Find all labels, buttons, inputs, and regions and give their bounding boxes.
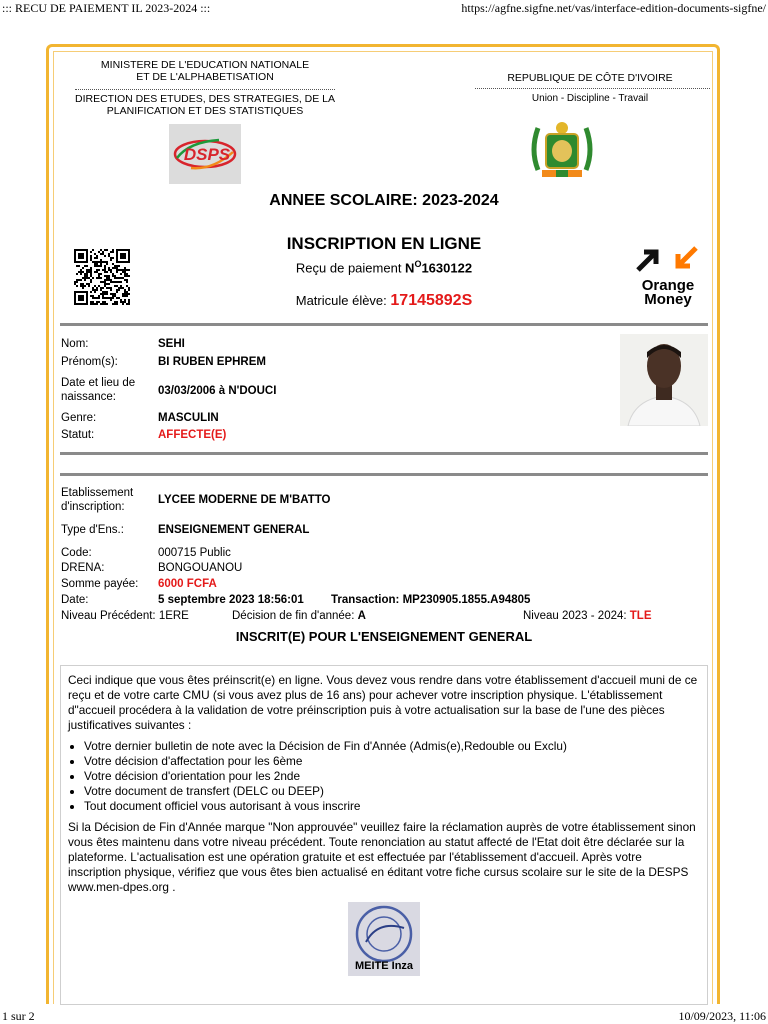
etablissement-label bbox=[61, 486, 133, 514]
etablissement-value: LYCEE MODERNE DE M'BATTO bbox=[158, 494, 331, 506]
ministry-block bbox=[70, 59, 340, 83]
date-label: Date: bbox=[61, 594, 89, 606]
divider bbox=[475, 88, 710, 89]
print-datetime: 10/09/2023, 11:06 bbox=[678, 1009, 766, 1023]
receipt-label: Reçu de paiement bbox=[295, 260, 406, 276]
birth-label-line1: Date et lieu de bbox=[61, 377, 136, 389]
matricule-label: Matricule élève: bbox=[295, 293, 391, 308]
divider bbox=[75, 89, 335, 90]
code-label: Code: bbox=[61, 547, 92, 559]
receipt-no-sup: O bbox=[414, 259, 422, 269]
notice-paragraph-2: Si la Décision de Fin d'Année marque "Non approuvée" veuillez faire la réclamation auprès de votre établissement sinon vous êtes maintenu dans votre niveau précédent. Toute renonciation au statut affecté de l'Etat doit être déclarée sur la plateforme. L'actualisation est une opération gratuite et est effectuée par l'établissement d'accueil. Après votre inscription physique, vérifiez que vous êtes bien actualisé en éditant votre fiche cursus scolaire sur le site de la DESPS www.men-dpes.org . bbox=[68, 820, 696, 894]
statut-value: AFFECTE(E) bbox=[158, 429, 227, 441]
type-value: ENSEIGNEMENT GENERAL bbox=[158, 524, 310, 536]
orange-money-arrows-icon bbox=[632, 244, 704, 274]
prenoms-value: BI RUBEN EPHREM bbox=[158, 356, 266, 368]
niveau-actuel bbox=[523, 609, 652, 623]
list-item: • Tout document officiel vous autorisant à vous inscrire bbox=[84, 799, 698, 814]
receipt-number: 1630122 bbox=[421, 260, 473, 276]
orange-money-line1: Orange bbox=[641, 277, 695, 294]
school-year-title: ANNEE SCOLAIRE: 2023-2024 bbox=[269, 192, 499, 209]
republic-motto: Union - Discipline - Travail bbox=[531, 93, 649, 104]
genre-label: Genre: bbox=[61, 412, 97, 424]
student-photo-icon bbox=[620, 334, 708, 426]
genre-value: MASCULIN bbox=[158, 412, 219, 424]
qr-code bbox=[74, 249, 130, 305]
section-divider bbox=[60, 323, 708, 326]
somme-label: Somme payée: bbox=[61, 578, 139, 590]
somme-value: 6000 FCFA bbox=[158, 578, 217, 590]
niveau-precedent bbox=[61, 609, 189, 623]
coat-of-arms-icon bbox=[526, 120, 598, 184]
official-stamp bbox=[348, 902, 420, 976]
matricule-line bbox=[50, 292, 718, 310]
page-count: 1 sur 2 bbox=[2, 1009, 35, 1023]
svg-text:DSPS: DSPS bbox=[183, 145, 231, 164]
code-value: 000715 Public bbox=[158, 547, 231, 559]
niveau-actuel-label: Niveau 2023 - 2024: bbox=[523, 610, 630, 622]
direction-block bbox=[70, 93, 340, 117]
justificatifs-list bbox=[68, 739, 698, 814]
matricule-value: 17145892S bbox=[390, 292, 473, 309]
receipt-no-prefix: N bbox=[405, 260, 415, 276]
desps-logo bbox=[169, 124, 241, 184]
niveau-precedent-value: 1ERE bbox=[158, 610, 189, 622]
browser-tab-title: ::: RECU DE PAIEMENT IL 2023-2024 ::: bbox=[2, 1, 211, 15]
etablissement-label-line1: Etablissement bbox=[61, 487, 134, 499]
birth-label-line2: naissance: bbox=[61, 391, 116, 403]
date-value: 5 septembre 2023 18:56:01 bbox=[158, 594, 304, 606]
republic-name: REPUBLIQUE DE CÔTE D'IVOIRE bbox=[507, 72, 673, 84]
niveau-actuel-value: TLE bbox=[629, 610, 652, 622]
orange-money-line2: Money bbox=[644, 291, 692, 308]
decision bbox=[232, 609, 366, 623]
prenoms-label: Prénom(s): bbox=[61, 356, 118, 368]
drena-label: DRENA: bbox=[61, 562, 105, 574]
direction-line1: DIRECTION DES ETUDES, DES STRATEGIES, DE LA bbox=[74, 93, 336, 105]
qr-code-icon bbox=[74, 249, 130, 305]
inscription-title: INSCRIPTION EN LIGNE bbox=[286, 234, 482, 253]
list-item: • Votre décision d'orientation pour les 2nde bbox=[84, 769, 698, 784]
notice-box bbox=[60, 665, 708, 1005]
drena-value: BONGOUANOU bbox=[158, 562, 243, 574]
coat-of-arms bbox=[526, 120, 598, 184]
nom-label: Nom: bbox=[61, 338, 89, 350]
section-divider bbox=[60, 452, 708, 455]
decision-label: Décision de fin d'année: bbox=[232, 610, 358, 622]
decision-value: A bbox=[357, 610, 366, 622]
type-label: Type d'Ens.: bbox=[61, 524, 124, 536]
desps-logo-icon bbox=[169, 124, 241, 184]
inscrit-title: INSCRIT(E) POUR L'ENSEIGNEMENT GENERAL bbox=[235, 629, 533, 644]
receipt-line bbox=[50, 259, 718, 275]
signatory-name: MEITE Inza bbox=[354, 960, 414, 972]
birth-value: 03/03/2006 à N'DOUCI bbox=[158, 385, 277, 397]
direction-line2: PLANIFICATION ET DES STATISTIQUES bbox=[106, 105, 304, 117]
section-divider bbox=[60, 473, 708, 476]
orange-money-logo bbox=[632, 244, 704, 310]
list-item: • Votre document de transfert (DELC ou DEEP) bbox=[84, 784, 698, 799]
list-item: • Votre décision d'affectation pour les 6ème bbox=[84, 754, 698, 769]
notice-paragraph-1: Ceci indique que vous êtes préinscrit(e) en ligne. Vous devez vous rendre dans votre établissement d'accueil muni de ce reçu et de votre carte CMU (si vous avez plus de 16 ans) pour achever votre inscription physique. L'établissement d"accueil procédera à la validation de votre préinscription puis à votre actualisation sur la base de l'une des pièces justificatives suivantes : bbox=[68, 673, 698, 732]
nom-value: SEHI bbox=[158, 338, 185, 350]
browser-url: https://agfne.sigfne.net/vas/interface-edition-documents-sigfne/ bbox=[461, 1, 766, 15]
statut-label: Statut: bbox=[61, 429, 95, 441]
student-photo bbox=[620, 334, 708, 426]
niveau-precedent-label: Niveau Précédent: bbox=[61, 610, 159, 622]
list-item: • Votre dernier bulletin de note avec la Décision de Fin d'Année (Admis(e),Redouble ou Exclu) bbox=[84, 739, 698, 754]
etablissement-label-line2: d'inscription: bbox=[61, 501, 125, 513]
transaction-value: Transaction: MP230905.1855.A94805 bbox=[331, 594, 531, 606]
ministry-line1: MINISTERE DE L'EDUCATION NATIONALE bbox=[100, 59, 310, 71]
ministry-line2: ET DE L'ALPHABETISATION bbox=[136, 71, 274, 83]
birth-label bbox=[61, 376, 135, 404]
